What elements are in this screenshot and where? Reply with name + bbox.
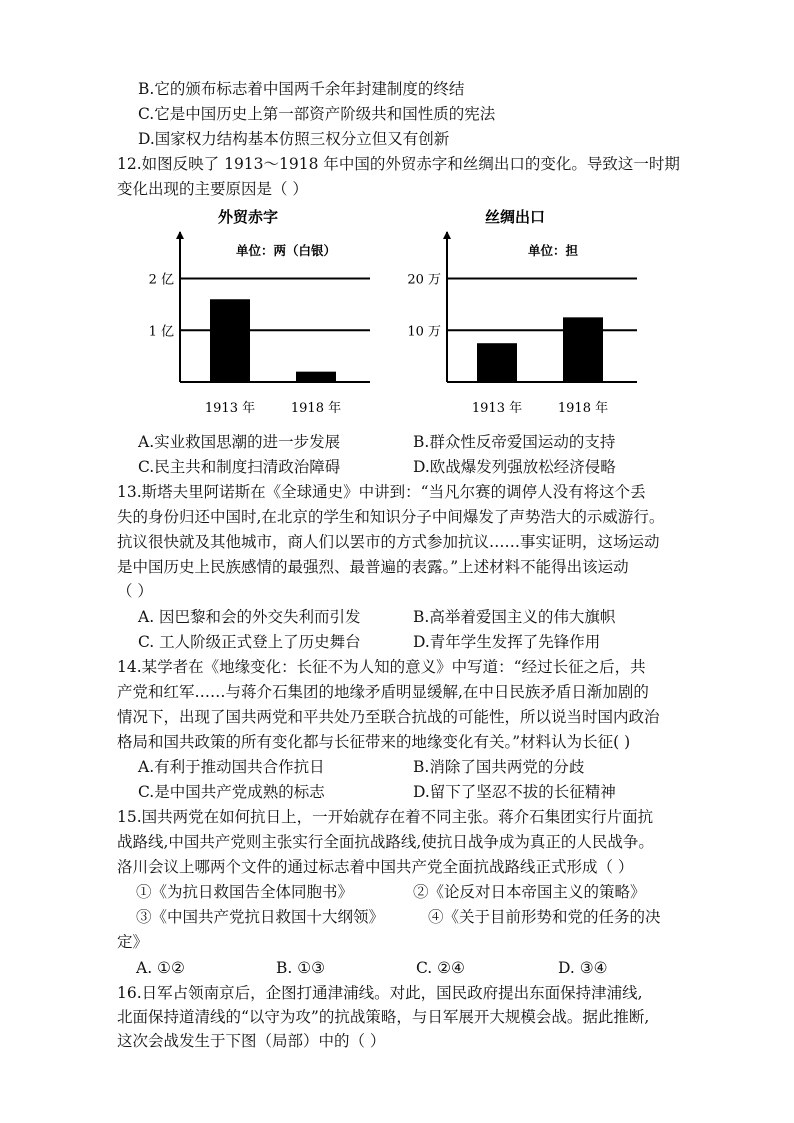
q12-option-b: B.群众性反帝爱国运动的支持 bbox=[413, 433, 616, 451]
q13-option-c: C. 工人阶级正式登上了历史舞台 bbox=[138, 633, 361, 651]
q15-option-a: A. ①② bbox=[136, 959, 185, 977]
q15-stem-line-3: 洛川会议上哪两个文件的通过标志着中国共产党全面抗战路线正式形成（ ） bbox=[117, 858, 634, 876]
q12-option-a: A.实业救国思潮的进一步发展 bbox=[138, 433, 341, 451]
chart-subtitle: 单位：担 bbox=[527, 243, 579, 258]
q13-stem-line-5: （ ） bbox=[117, 582, 153, 600]
y-axis-arrow bbox=[176, 231, 184, 239]
q15-item-2: ②《论反对日本帝国主义的策略》 bbox=[413, 883, 646, 901]
q14-option-d: D.留下了坚忍不拔的长征精神 bbox=[413, 783, 616, 801]
q15-option-b: B. ①③ bbox=[276, 959, 326, 977]
y-tick-label: 10 万 bbox=[407, 324, 441, 340]
q15-option-c: C. ②④ bbox=[416, 959, 465, 977]
q11-option-d: D.国家权力结构基本仿照三权分立但又有创新 bbox=[138, 130, 450, 148]
bar bbox=[563, 317, 603, 382]
q12-option-d: D.欧战爆发列强放松经济侵略 bbox=[413, 458, 616, 476]
x-tick-label: 1913 年 bbox=[204, 401, 256, 416]
q15-item-3: ③《中国共产党抗日救国十大纲领》 bbox=[136, 908, 385, 926]
q11-option-b: B.它的颁布标志着中国两千余年封建制度的终结 bbox=[138, 80, 465, 98]
q13-stem-line-3: 抗议很快就及其他城市，商人们以罢市的方式参加抗议……事实证明，这场运动 bbox=[117, 533, 660, 551]
q15-item-4: ④《关于目前形势和党的任务的决 bbox=[428, 908, 661, 926]
q14-stem-line-3: 情况下，出现了国共两党和平共处乃至联合抗战的可能性，所以说当时国内政治 bbox=[117, 708, 660, 726]
q13-option-a: A. 因巴黎和会的外交失利而引发 bbox=[138, 608, 361, 626]
y-tick-label: 2 亿 bbox=[148, 272, 174, 288]
chart-subtitle: 单位：两（白银） bbox=[235, 243, 337, 258]
q16-stem-line-1: 16.日军占领南京后，企图打通津浦线。对此，国民政府提出东面保持津浦线, bbox=[117, 984, 643, 1002]
q14-stem-line-4: 格局和国共政策的所有变化都与长征带来的地缘变化有关。”材料认为长征( ) bbox=[117, 733, 631, 751]
q15-item-4-cont: 定》 bbox=[117, 933, 149, 951]
q15-stem-line-2: 战路线,中国共产党则主张实行全面抗战路线,使抗日战争成为真正的人民战争。 bbox=[117, 833, 654, 851]
q14-option-b: B.消除了国共两党的分歧 bbox=[413, 758, 585, 776]
q15-item-1: ①《为抗日救国告全体同胞书》 bbox=[136, 883, 354, 901]
q11-option-c: C.它是中国历史上第一部资产阶级共和国性质的宪法 bbox=[138, 105, 496, 123]
chart-title: 丝绸出口 bbox=[484, 208, 546, 226]
x-tick-label: 1918 年 bbox=[290, 401, 342, 416]
q15-stem-line-1: 15.国共两党在如何抗日上，一开始就存在着不同主张。蒋介石集团实行片面抗 bbox=[117, 808, 654, 826]
q12-option-c: C.民主共和制度扫清政治障碍 bbox=[138, 458, 341, 476]
q16-stem-line-2: 北面保持道清线的“以守为攻”的抗战策略，与日军展开大规模会战。据此推断, bbox=[117, 1008, 650, 1026]
q15-option-d: D. ③④ bbox=[558, 959, 608, 977]
bar bbox=[296, 372, 336, 382]
q14-stem-line-1: 14.某学者在《地缘变化：长征不为人知的意义》中写道：“经过长征之后，共 bbox=[117, 658, 646, 676]
bar bbox=[477, 343, 517, 382]
q14-option-a: A.有利于推动国共合作抗日 bbox=[138, 758, 325, 776]
chart-title: 外贸赤字 bbox=[217, 208, 279, 226]
q13-stem-line-2: 失的身份归还中国时,在北京的学生和知识分子中间爆发了声势浩大的示威游行。 bbox=[117, 508, 665, 526]
x-tick-label: 1913 年 bbox=[471, 401, 523, 416]
q16-stem-line-3: 这次会战发生于下图（局部）中的（ ） bbox=[117, 1032, 386, 1050]
q14-stem-line-2: 产党和红军……与蒋介石集团的地缘矛盾明显缓解,在中日民族矛盾日渐加剧的 bbox=[117, 683, 649, 701]
chart-silk-export bbox=[405, 206, 645, 426]
q13-option-d: D.青年学生发挥了先锋作用 bbox=[413, 633, 601, 651]
q12-stem-line-2: 变化出现的主要原因是（ ） bbox=[117, 180, 308, 198]
y-tick-label: 20 万 bbox=[407, 272, 441, 288]
q13-option-b: B.高举着爱国主义的伟大旗帜 bbox=[413, 608, 616, 626]
chart-foreign-trade-deficit bbox=[138, 206, 378, 426]
x-tick-label: 1918 年 bbox=[557, 401, 609, 416]
bar bbox=[210, 299, 250, 382]
q13-stem-line-4: 是中国历史上民族感情的最强烈、最普遍的表露。”上述材料不能得出该运动 bbox=[117, 558, 629, 576]
y-axis-arrow bbox=[443, 231, 451, 239]
q13-stem-line-1: 13.斯塔夫里阿诺斯在《全球通史》中讲到：“当凡尔赛的调停人没有将这个丢 bbox=[117, 483, 646, 501]
q14-option-c: C.是中国共产党成熟的标志 bbox=[138, 783, 325, 801]
q12-stem-line-1: 12.如图反映了 1913～1918 年中国的外贸赤字和丝绸出口的变化。导致这一时期 bbox=[117, 155, 680, 173]
y-tick-label: 1 亿 bbox=[148, 324, 174, 340]
